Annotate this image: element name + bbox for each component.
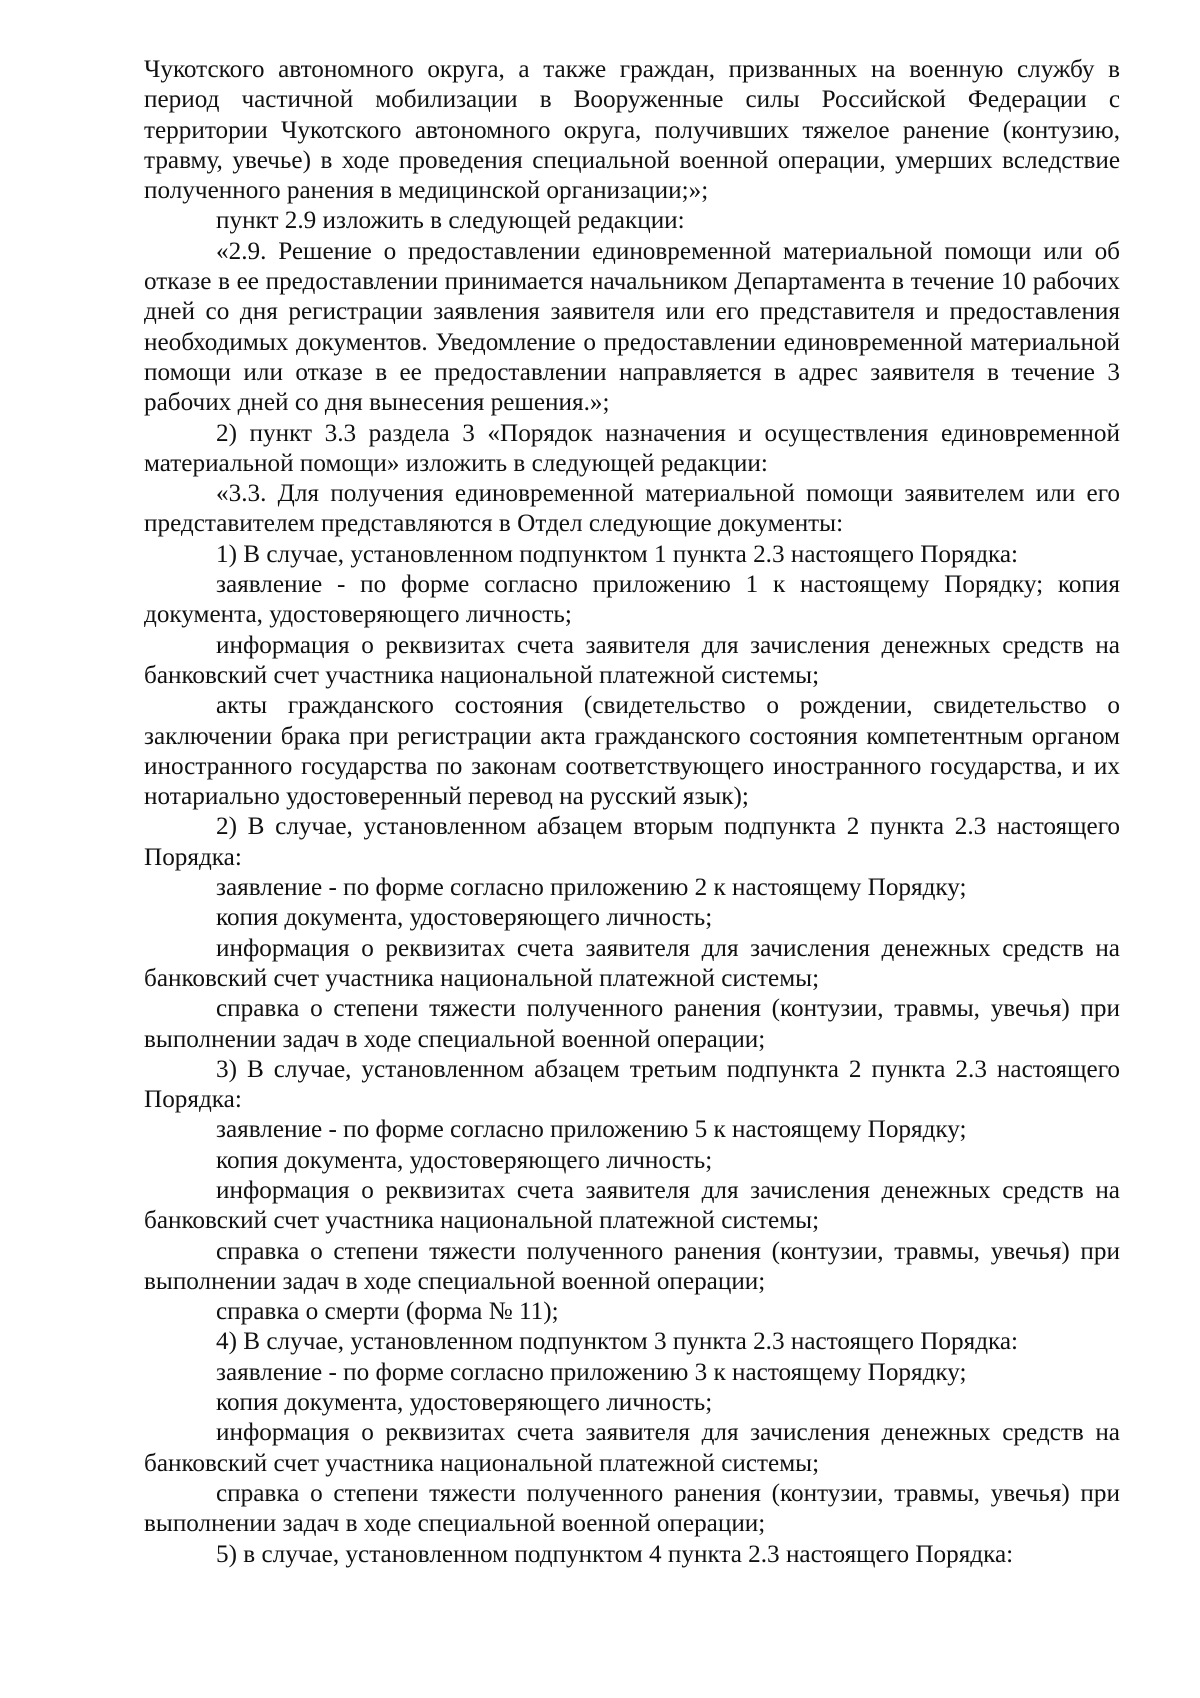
paragraph: информация о реквизитах счета заявителя для зачисления денежных средств на банковский счет участника национальной платежной системы; [144,934,1120,992]
paragraph: информация о реквизитах счета заявителя для зачисления денежных средств на банковский счет участника национальной платежной системы; [144,1176,1120,1235]
paragraph: информация о реквизитах счета заявителя для зачисления денежных средств на банковский счет участника национальной платежной системы; [144,631,1120,689]
paragraph: «2.9. Решение о предоставлении единовременной материальной помощи или об отказе в ее предоставлении принимается начальником Департамента в течение 10 рабочих дней со дня регистрации заявления заявителя или его представителя и предоставления необходимых документов. Уведомление о предоставлении единовременной материальной помощи или отказе в ее предоставлении направляется в адрес заявителя в течение 3 рабочих дней со дня вынесения решения.»; [144,237,1120,417]
paragraph: копия документа, удостоверяющего личность; [216,1389,713,1417]
paragraph: акты гражданского состояния (свидетельство о рождении, свидетельство о заключении брака при регистрации акта гражданского состояния компетентным органом иностранного государства по законам соответствующего иностранного государства, и их нотариально удостоверенный перевод на русский язык); [144,692,1120,811]
paragraph: справка о смерти (форма № 11); [216,1298,559,1326]
document-body [144,55,1120,1570]
paragraph: 5) в случае, установленном подпунктом 4 пункта 2.3 настоящего Порядка: [216,1540,1014,1568]
paragraph: 3) В случае, установленном абзацем третьим подпункта 2 пункта 2.3 настоящего Порядка: [144,1055,1120,1114]
paragraph: заявление - по форме согласно приложению 2 к настоящему Порядку; [216,874,967,902]
paragraph: заявление - по форме согласно приложению 1 к настоящему Порядку; копия документа, удостоверяющего личность; [144,571,1120,629]
paragraph: заявление - по форме согласно приложению 3 к настоящему Порядку; [216,1358,967,1386]
paragraph: информация о реквизитах счета заявителя для зачисления денежных средств на банковский счет участника национальной платежной системы; [144,1419,1120,1477]
paragraph: 1) В случае, установленном подпунктом 1 пункта 2.3 настоящего Порядка: [216,540,1019,568]
paragraph: 2) В случае, установленном абзацем вторым подпункта 2 пункта 2.3 настоящего Порядка: [144,813,1120,871]
paragraph: справка о степени тяжести полученного ранения (контузии, травмы, увечья) при выполнении задач в ходе специальной военной операции; [144,1237,1120,1295]
paragraph: пункт 2.9 изложить в следующей редакции: [216,207,685,235]
paragraph: копия документа, удостоверяющего личность; [216,1146,713,1174]
paragraph: копия документа, удостоверяющего личность; [216,904,713,932]
paragraph: «3.3. Для получения единовременной материальной помощи заявителем или его представителем представляются в Отдел следующие документы: [144,480,1120,538]
paragraph: 4) В случае, установленном подпунктом 3 пункта 2.3 настоящего Порядка: [216,1328,1019,1356]
paragraph-continuation: Чукотского автономного округа, а также граждан, призванных на военную службу в период частичной мобилизации в Вооруженные силы Российской Федерации с территории Чукотского автономного округа, получивших тяжелое ранение (контузию, травму, увечье) в ходе проведения специальной военной операции, умерших вследствие полученного ранения в медицинской организации;»; [144,56,1120,205]
paragraph: справка о степени тяжести полученного ранения (контузии, травмы, увечья) при выполнении задач в ходе специальной военной операции; [144,995,1120,1053]
paragraph: 2) пункт 3.3 раздела 3 «Порядок назначения и осуществления единовременной материальной помощи» изложить в следующей редакции: [144,419,1120,477]
paragraph: заявление - по форме согласно приложению 5 к настоящему Порядку; [216,1116,967,1144]
paragraph: справка о степени тяжести полученного ранения (контузии, травмы, увечья) при выполнении задач в ходе специальной военной операции; [144,1479,1120,1538]
